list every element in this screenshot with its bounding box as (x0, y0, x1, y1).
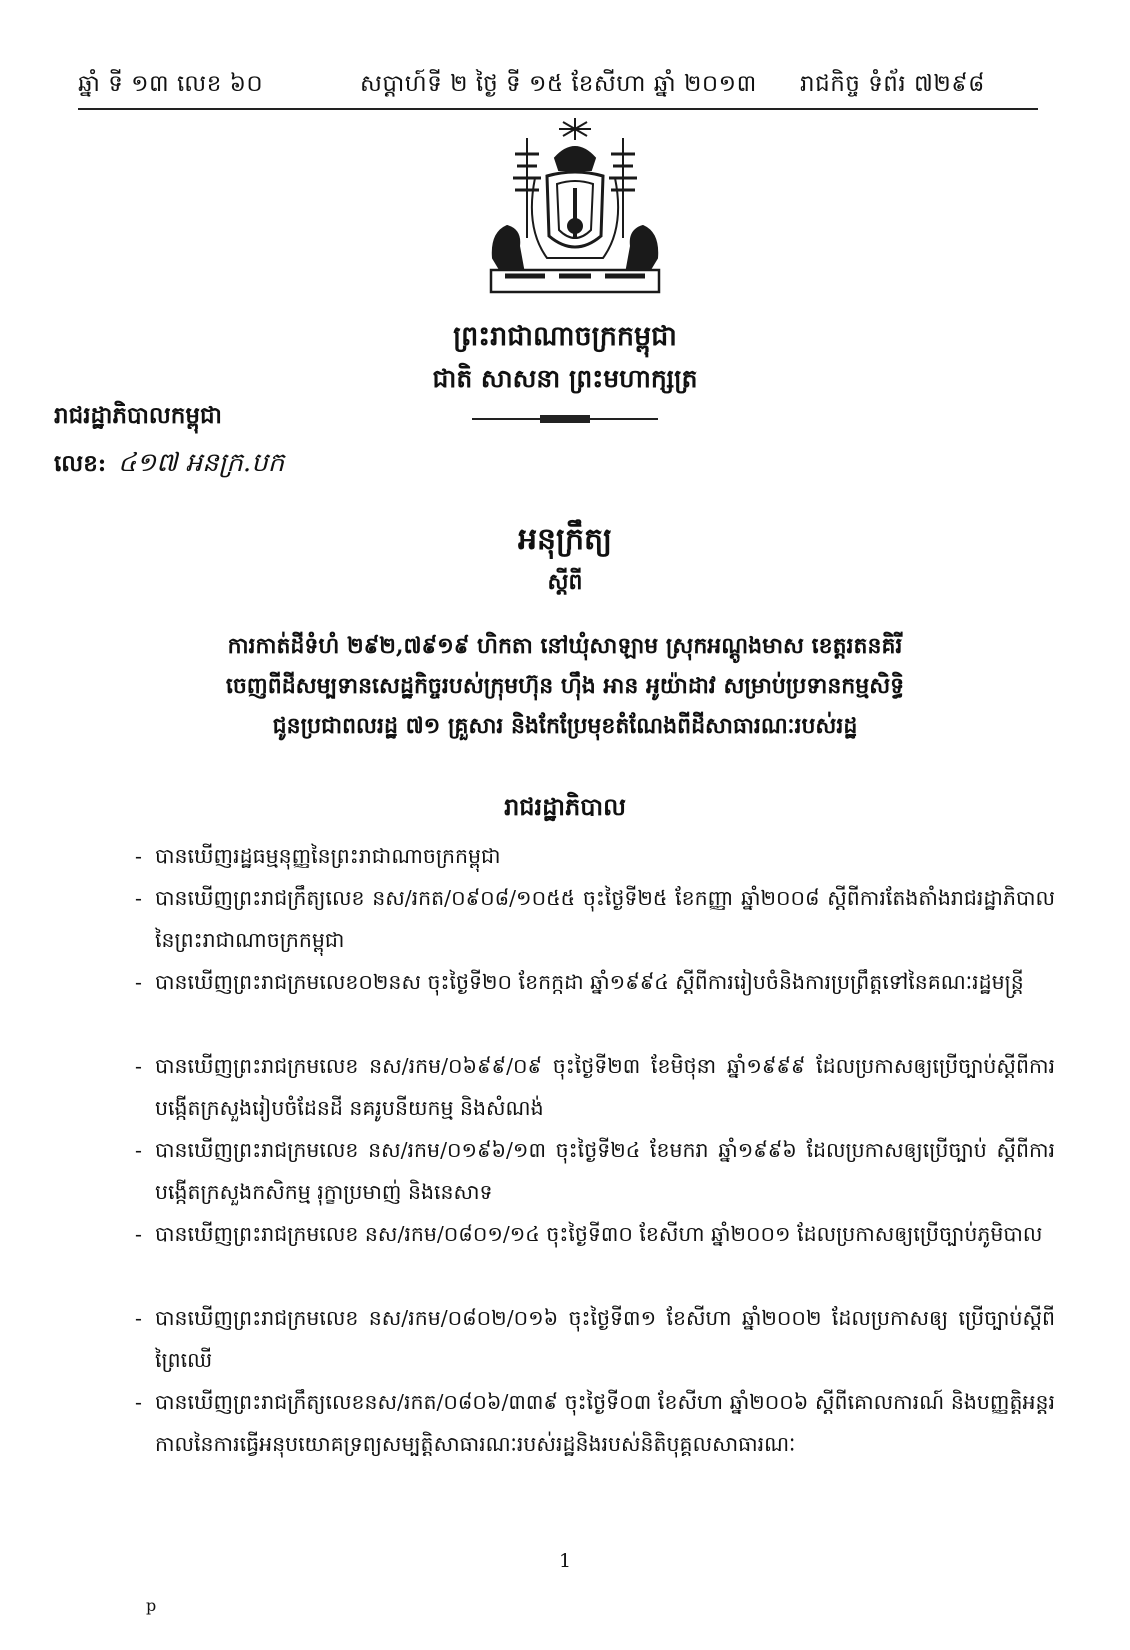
subject-line-3: ជូនប្រជាពលរដ្ឋ ៧១ គ្រួសារ និងកែប្រែមុខតំណែងពីដីសាធារណៈរបស់រដ្ឋ (272, 713, 858, 739)
regarding-label: ស្តីពី (547, 569, 583, 595)
document-type: អនុក្រឹត្យ (517, 522, 613, 557)
list-item (135, 1213, 1055, 1255)
list-dash: - (135, 1138, 142, 1162)
list-item-text: បានឃើញព្រះរាជក្រមលេខ នស/រកម/០៨០២/០១៦ ចុះថ្ងៃទី៣១ ខែសីហា ឆ្នាំ២០០២ ដែលប្រកាសឲ្យ ប្រើច្បាប់ស្តីពីព្រៃឈើ (155, 1306, 1055, 1372)
list-dash: - (135, 1054, 142, 1078)
national-motto: ជាតិ សាសនា ព្រះមហាក្សត្រ (432, 364, 698, 393)
royal-emblem-icon (485, 118, 665, 303)
list-dash: - (135, 886, 142, 910)
list-dash: - (135, 1390, 142, 1414)
list-item (135, 1381, 1055, 1465)
list-item-text: បានឃើញព្រះរាជក្រឹត្យលេខ នស/រកត/០៩០៨/១០៥៥ ចុះថ្ងៃទី២៥ ខែកញ្ញា ឆ្នាំ២០០៨ ស្តីពីការតែងតាំងរាជរដ្ឋាភិបាលនៃព្រះរាជាណាចក្រកម្ពុជា (155, 886, 1055, 952)
gazette-year-issue: ឆ្នាំ ទី ១៣ លេខ ៦០ (78, 71, 264, 97)
issuer-name: រាជរដ្ឋាភិបាលកម្ពុជា (54, 402, 222, 429)
gazette-week-date: សប្តាហ៍ទី ២ ថ្ងៃ ទី ១៥ ខែសីហា ឆ្នាំ ២០១៣ (360, 71, 757, 97)
list-dash: - (135, 1222, 142, 1246)
list-dash: - (135, 970, 142, 994)
header-rule (78, 108, 1038, 110)
list-item (135, 877, 1055, 961)
motto-divider-ornament (470, 412, 660, 426)
list-item (135, 961, 1055, 1003)
list-item (135, 1129, 1055, 1213)
list-item-text: បានឃើញរដ្ឋធម្មនុញ្ញនៃព្រះរាជាណាចក្រកម្ពុជា (155, 844, 501, 868)
list-item-text: បានឃើញព្រះរាជក្រឹត្យលេខនស/រកត/០៨០៦/៣៣៩ ចុះថ្ងៃទី០៣ ខែសីហា ឆ្នាំ២០០៦ ស្តីពីគោលការណ៍ និងបញ្ញត្តិអន្តរកាលនៃការធ្វើអនុបយោគទ្រព្យសម្បត្តិសាធារណៈរបស់រដ្ឋនិងរបស់និតិបុគ្គលសាធារណៈ (155, 1390, 1055, 1456)
decree-number-label: លេខ: (54, 450, 107, 477)
gazette-page-ref: រាជកិច្ច ទំព័រ ៧២៩៨ (800, 71, 985, 97)
subject-line-2: ចេញពីដីសម្បទានសេដ្ឋកិច្ចរបស់ក្រុមហ៊ុន ហ៊ឹង អាន អូយ៉ាដាវ សម្រាប់ប្រទានកម្មសិទ្ធិ (225, 673, 905, 699)
list-item-text: បានឃើញព្រះរាជក្រមលេខ នស/រកម/០៦៩៩/០៩ ចុះថ្ងៃទី២៣ ខែមិថុនា ឆ្នាំ១៩៩៩ ដែលប្រកាសឲ្យប្រើច្បាប់ស្តីពីការបង្កើតក្រសួងរៀបចំដែនដី នគរូបនីយកម្ម និងសំណង់ (155, 1054, 1055, 1120)
list-item (135, 1045, 1055, 1129)
footer-mark: p (146, 1596, 157, 1615)
list-item-text: បានឃើញព្រះរាជក្រមលេខ០២នស ចុះថ្ងៃទី២០ ខែកក្កដា ឆ្នាំ១៩៩៤ ស្តីពីការរៀបចំនិងការប្រព្រឹត្តទៅនៃគណៈរដ្ឋមន្ត្រី (155, 970, 1024, 994)
list-item-text: បានឃើញព្រះរាជក្រមលេខ នស/រកម/០១៩៦/១៣ ចុះថ្ងៃទី២៤ ខែមករា ឆ្នាំ១៩៩៦ ដែលប្រកាសឲ្យប្រើច្បាប់ ស្តីពីការបង្កើតក្រសួងកសិកម្ម រុក្ខាប្រមាញ់ និងនេសាទ (155, 1138, 1055, 1204)
page-number: 1 (558, 1550, 572, 1572)
subject-line-1: ការកាត់ដីទំហំ ២៩២,៧៩១៩ ហិកតា នៅឃុំសាឡាម ស្រុកអណ្តូងមាស ខេត្តរតនគិរី (227, 633, 903, 659)
list-dash: - (135, 844, 142, 868)
list-item (135, 1297, 1055, 1381)
kingdom-title: ព្រះរាជាណាចក្រកម្ពុជា (453, 321, 677, 352)
list-item-text: បានឃើញព្រះរាជក្រមលេខ នស/រកម/០៨០១/១៤ ចុះថ្ងៃទី៣០ ខែសីហា ឆ្នាំ២០០១ ដែលប្រកាសឲ្យប្រើច្បាប់ភូមិបាល (155, 1222, 1043, 1246)
list-dash: - (135, 1306, 142, 1330)
list-item (135, 835, 1055, 877)
decree-number-handwritten: ៤១៧ អនក្រ.បក (118, 448, 285, 478)
government-heading: រាជរដ្ឋាភិបាល (504, 792, 626, 821)
